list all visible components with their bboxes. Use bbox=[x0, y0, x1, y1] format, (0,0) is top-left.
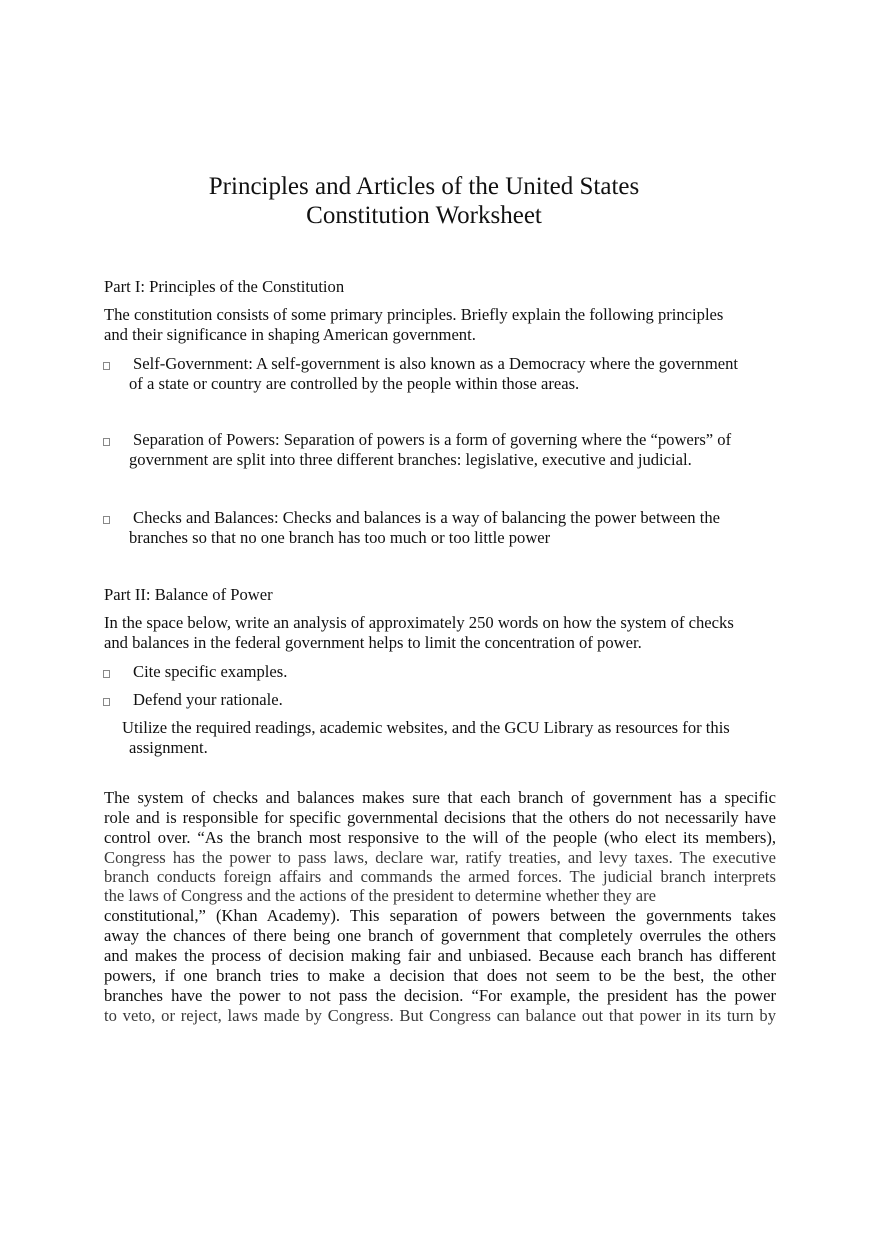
part1-intro-line-2: and their significance in shaping American government. bbox=[104, 325, 476, 344]
bullet-box-icon bbox=[103, 670, 110, 678]
separation-of-powers-line-1: Separation of Powers: Separation of powers is a form of governing where the “powers” of bbox=[133, 430, 732, 449]
part2-heading: Part II: Balance of Power bbox=[104, 585, 273, 604]
essay-line: branches have the power to not pass the decision. “For example, the president has the power bbox=[104, 986, 776, 1005]
title-line-1: Principles and Articles of the United States bbox=[208, 173, 640, 200]
part1-intro-line-1: The constitution consists of some primary principles. Briefly explain the following principles bbox=[104, 305, 724, 324]
part2-bullet-1: Cite specific examples. bbox=[133, 662, 288, 681]
checks-and-balances-line-2: branches so that no one branch has too much or too little power bbox=[129, 528, 551, 547]
separation-of-powers-line-2: government are split into three different branches: legislative, executive and judicial. bbox=[129, 450, 692, 469]
bullet-box-icon bbox=[103, 516, 110, 524]
self-government-line-2: of a state or country are controlled by the people within those areas. bbox=[129, 374, 580, 393]
part2-bullet-2: Defend your rationale. bbox=[133, 690, 283, 709]
part1-heading: Part I: Principles of the Constitution bbox=[104, 277, 345, 296]
self-government-line-1: Self-Government: A self-government is also known as a Democracy where the government bbox=[133, 354, 739, 373]
essay-line: Congress has the power to pass laws, declare war, ratify treaties, and levy taxes. The executive bbox=[104, 848, 776, 867]
essay-line: constitutional,” (Khan Academy). This separation of powers between the governments takes bbox=[104, 906, 776, 925]
part2-note-line-2: assignment. bbox=[129, 738, 208, 757]
bullet-box-icon bbox=[103, 362, 110, 370]
checks-and-balances-line-1: Checks and Balances: Checks and balances is a way of balancing the power between the bbox=[133, 508, 721, 527]
essay-line: to veto, or reject, laws made by Congress. But Congress can balance out that power in its turn by bbox=[104, 1006, 776, 1025]
part2-note-line-1: Utilize the required readings, academic websites, and the GCU Library as resources for this bbox=[122, 718, 730, 737]
page-title bbox=[0, 172, 848, 230]
essay-line: and makes the process of decision making fair and unbiased. Because each branch has different bbox=[104, 946, 776, 965]
bullet-box-icon bbox=[103, 438, 110, 446]
part2-intro-line-1: In the space below, write an analysis of approximately 250 words on how the system of checks bbox=[104, 613, 734, 632]
essay-line: the laws of Congress and the actions of the president to determine whether they are bbox=[104, 886, 657, 905]
essay-line: away the chances of there being one branch of government that completely overrules the others bbox=[104, 926, 776, 945]
bullet-box-icon bbox=[103, 698, 110, 706]
essay-line: The system of checks and balances makes sure that each branch of government has a specific bbox=[104, 788, 776, 807]
title-line-2: Constitution Worksheet bbox=[306, 202, 542, 229]
part2-intro-line-2: and balances in the federal government helps to limit the concentration of power. bbox=[104, 633, 642, 652]
essay-line: control over. “As the branch most responsive to the will of the people (who elect its members), bbox=[104, 828, 776, 847]
essay-line: role and is responsible for specific governmental decisions that the others do not necessarily have bbox=[104, 808, 776, 827]
essay-line: powers, if one branch tries to make a decision that does not seem to be the best, the other bbox=[104, 966, 776, 985]
essay-line: branch conducts foreign affairs and commands the armed forces. The judicial branch interprets bbox=[104, 867, 776, 886]
